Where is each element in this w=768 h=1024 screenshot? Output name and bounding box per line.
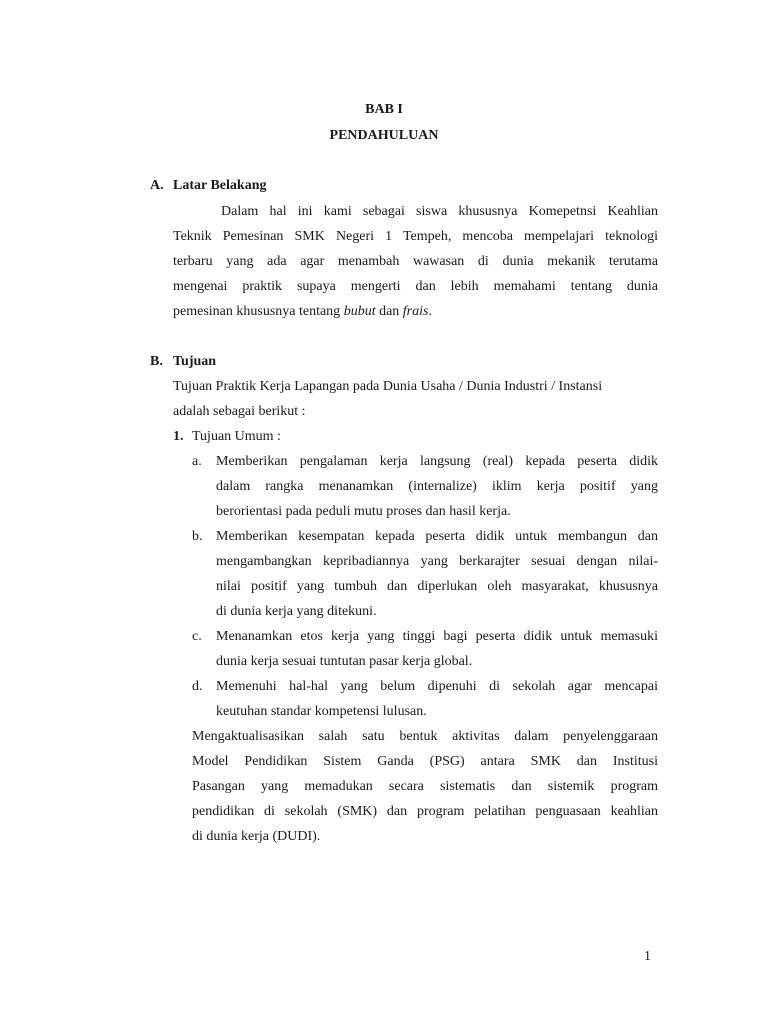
item-d-line-1: Memenuhi hal-hal yang belum dipenuhi di sekolah agar mencapai: [216, 679, 658, 694]
term-frais: frais: [402, 304, 429, 319]
latar-line-2: Teknik Pemesinan SMK Negeri 1 Tempeh, mencoba mempelajari teknologi: [173, 229, 658, 244]
closing-line-5: di dunia kerja (DUDI).: [192, 829, 321, 844]
item-c-line-1: Menanamkan etos kerja yang tinggi bagi peserta didik untuk memasuki: [216, 629, 658, 644]
page-number: 1: [644, 949, 651, 964]
closing-line-1: Mengaktualisasikan salah satu bentuk aktivitas dalam penyelenggaraan: [192, 729, 658, 744]
closing-line-3: Pasangan yang memadukan secara sistematis dan sistemik program: [192, 779, 658, 794]
section-a-title: Latar Belakang: [173, 178, 267, 193]
sub1-title: Tujuan Umum :: [192, 429, 281, 444]
closing-line-4: pendidikan di sekolah (SMK) dan program pelatihan penguasaan keahlian: [192, 804, 658, 819]
latar-line-4: mengenai praktik supaya mengerti dan lebih memahami tentang dunia: [173, 279, 658, 294]
item-b-line-1: Memberikan kesempatan kepada peserta didik untuk membangun dan: [216, 529, 658, 544]
item-b-line-3: nilai positif yang tumbuh dan diperlukan oleh masyarakat, khususnya: [216, 579, 658, 594]
item-a-line-2: dalam rangka menanamkan (internalize) iklim kerja positif yang: [216, 479, 658, 494]
item-d-line-2: keutuhan standar kompetensi lulusan.: [216, 704, 427, 719]
item-d-marker: d.: [192, 679, 203, 694]
sub1-marker: 1.: [173, 429, 184, 444]
section-b-title: Tujuan: [173, 354, 217, 369]
item-b-marker: b.: [192, 529, 203, 544]
item-a-line-3: berorientasi pada peduli mutu proses dan hasil kerja.: [216, 504, 511, 519]
tujuan-intro-line-2: adalah sebagai berikut :: [173, 404, 306, 419]
item-a-marker: a.: [192, 454, 202, 469]
latar-line-5: pemesinan khususnya tentang bubut dan frais.: [173, 304, 432, 319]
closing-line-2: Model Pendidikan Sistem Ganda (PSG) antara SMK dan Institusi: [192, 754, 658, 769]
item-c-line-2: dunia kerja sesuai tuntutan pasar kerja global.: [216, 654, 473, 669]
latar-line-1: Dalam hal ini kami sebagai siswa khususnya Komepetnsi Keahlian: [221, 204, 658, 219]
latar-line-3: terbaru yang ada agar menambah wawasan di dunia mekanik terutama: [173, 254, 658, 269]
section-a-marker: A.: [150, 178, 164, 193]
chapter-number: BAB I: [365, 102, 403, 117]
item-c-marker: c.: [192, 629, 202, 644]
term-bubut: bubut: [343, 304, 376, 319]
chapter-title: PENDAHULUAN: [329, 128, 439, 143]
item-b-line-2: mengambangkan kepribadiannya yang berkarajter sesuai dengan nilai-: [216, 554, 658, 569]
item-a-line-1: Memberikan pengalaman kerja langsung (real) kepada peserta didik: [216, 454, 658, 469]
section-b-marker: B.: [150, 354, 163, 369]
tujuan-intro-line-1: Tujuan Praktik Kerja Lapangan pada Dunia Usaha / Dunia Industri / Instansi: [173, 379, 603, 394]
item-b-line-4: di dunia kerja yang ditekuni.: [216, 604, 377, 619]
